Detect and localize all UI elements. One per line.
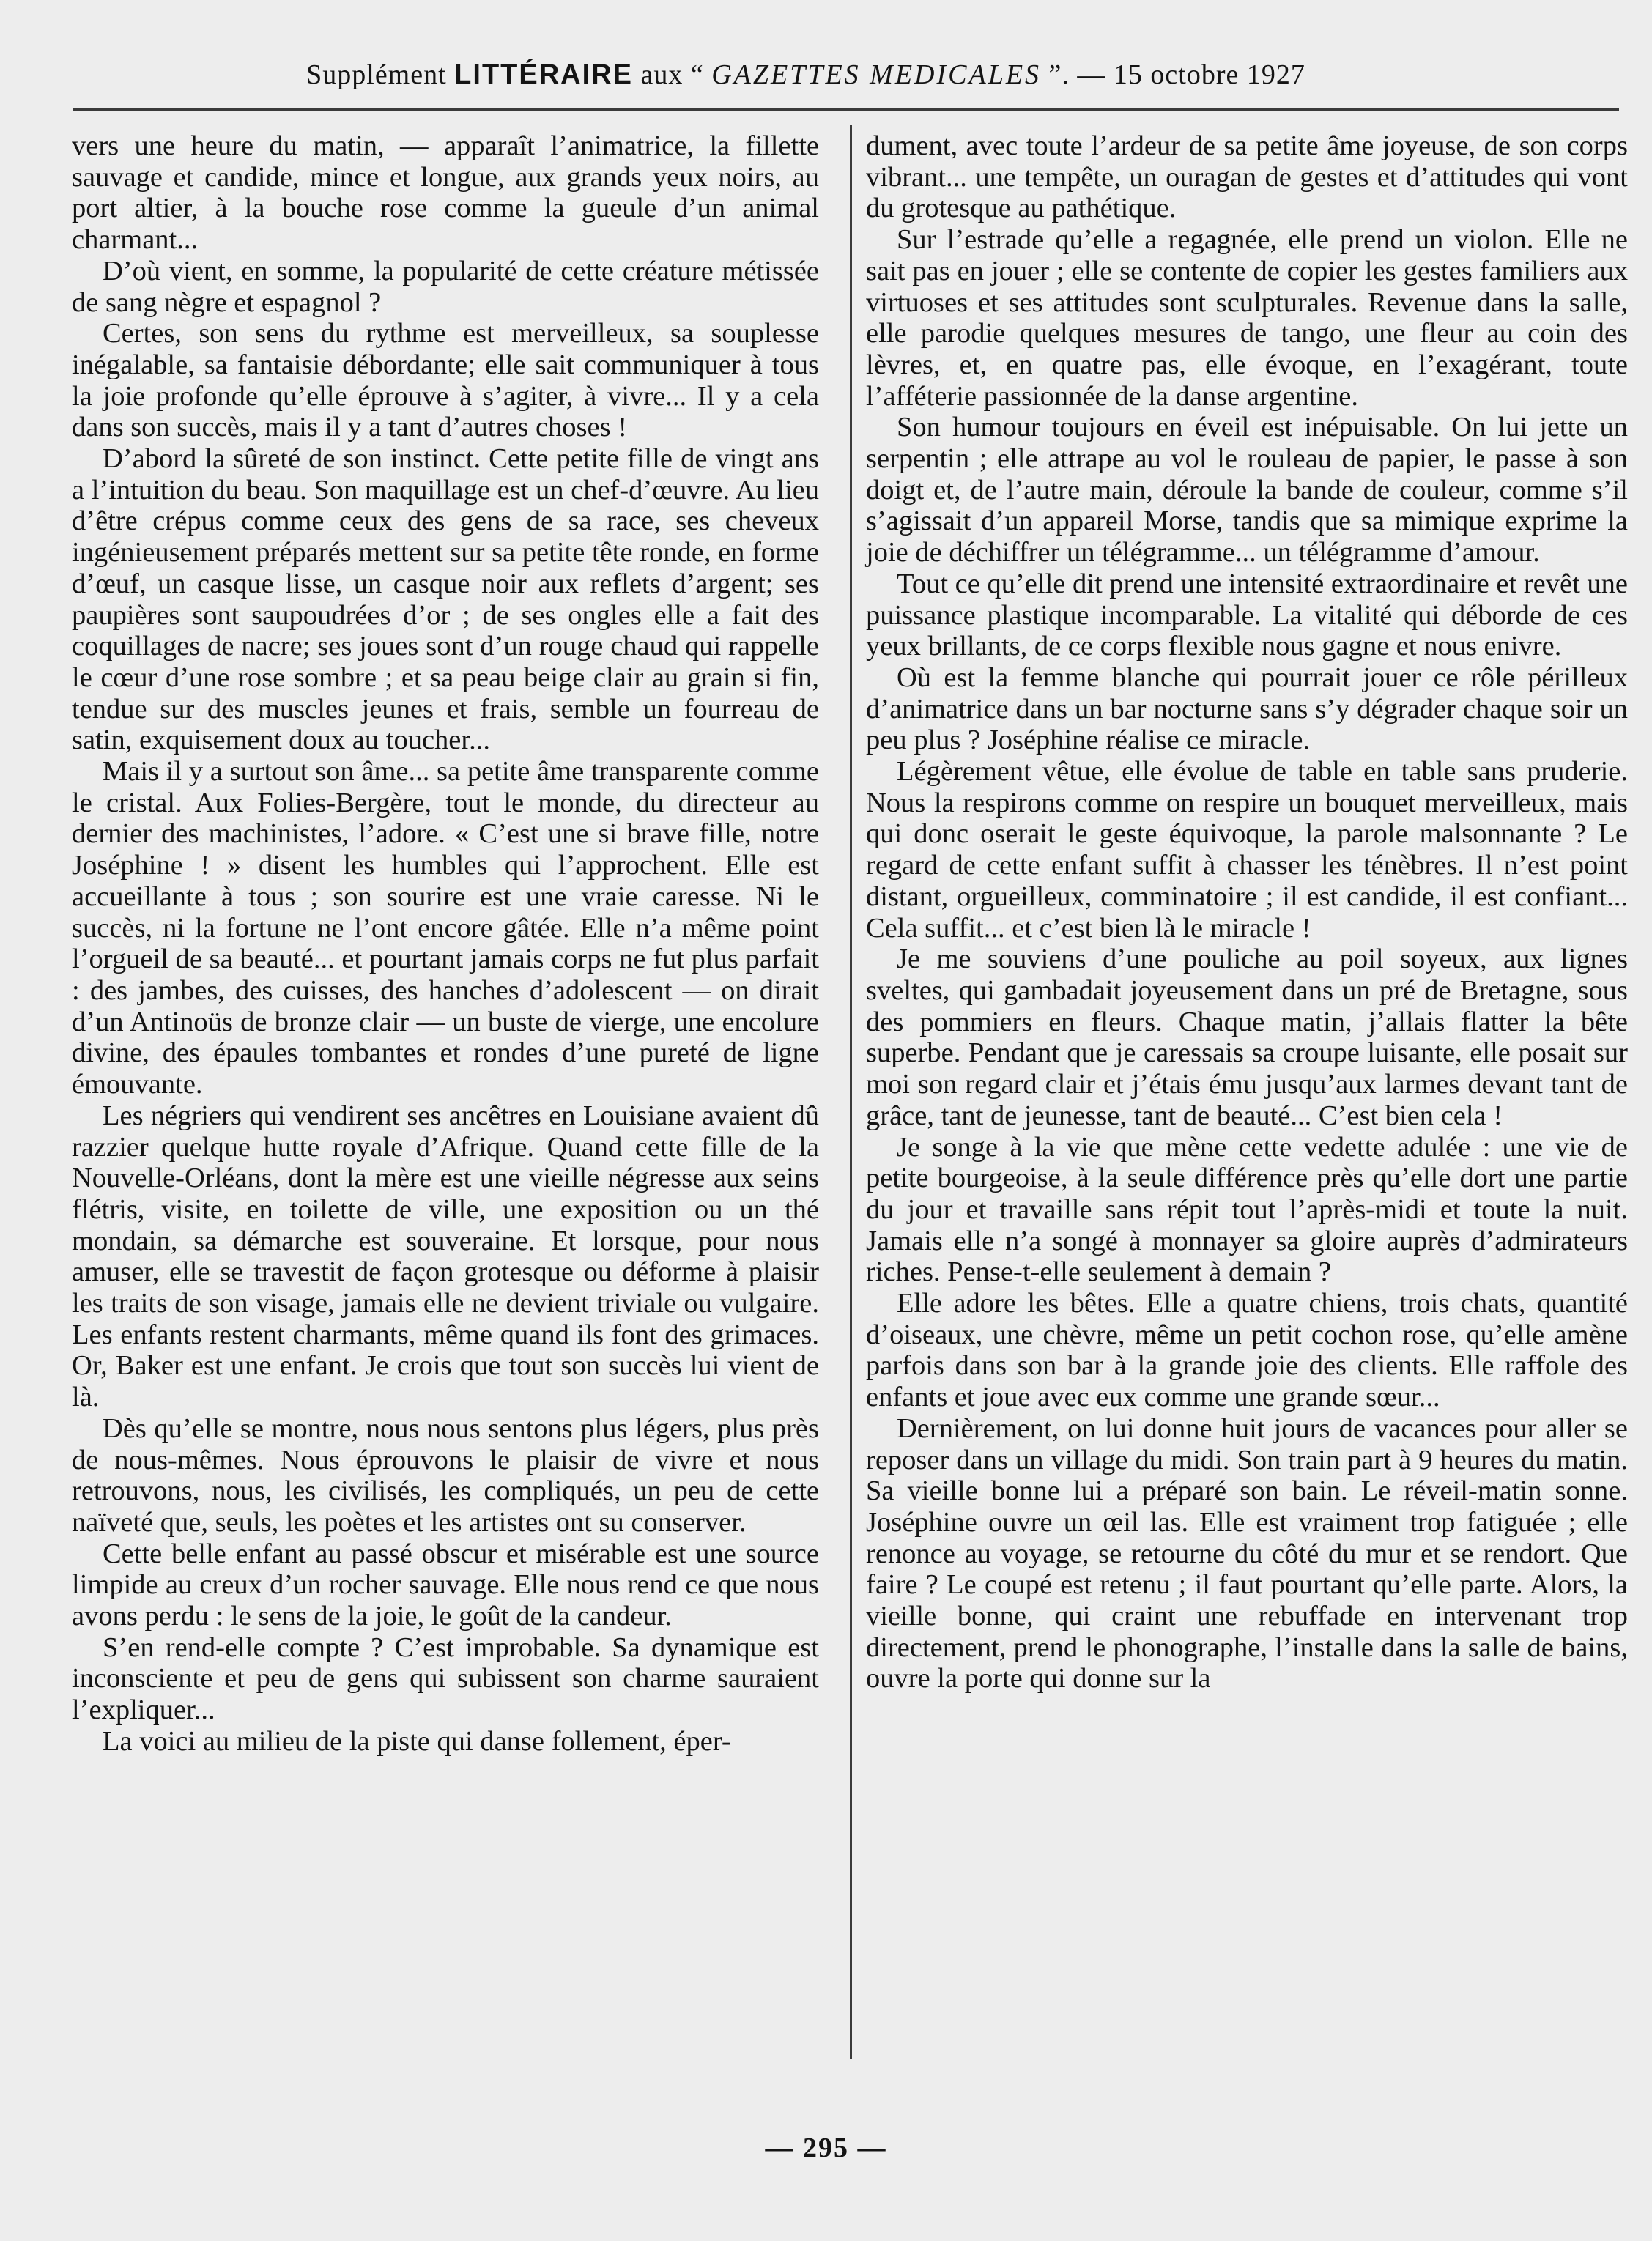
paragraph: vers une heure du matin, — apparaît l’animatrice, la fillette sauvage et candide, mince et longue, aux grands yeux noirs, au port altier, à la bouche rose comme la gueule d’un animal charmant...: [72, 130, 819, 256]
header-prefix: Supplément: [306, 59, 455, 90]
paragraph: D’abord la sûreté de son instinct. Cette petite fille de vingt ans a l’intuition du beau. Son maquillage est un chef-d’œuvre. Au lieu d’être crépus comme ceux des gens de sa race, ses cheveux ingénieusement préparés mettent sur sa petite tête ronde, en forme d’œuf, un casque lisse, un casque noir aux reflets d’argent; ses paupières sont saupoudrées d’or ; de ses ongles elle a fait des coquillages de nacre; ses joues sont d’un rouge chaud qui rappelle le cœur d’une rose sombre ; et sa peau beige clair au grain si fin, tendue sur des muscles jeunes et frais, semble un fourreau de satin, exquisement doux au toucher...: [72, 443, 820, 756]
column-divider: [850, 125, 852, 2059]
paragraph: Je songe à la vie que mène cette vedette adulée : une vie de petite bourgeoise, à la seule différence près qu’elle dort une partie du jour et travaille sans répit tout l’après-midi et toute la nuit. Jamais elle n’a songé à monnayer sa gloire auprès d’admirateurs riches. Pense-t-elle seulement à demain ?: [866, 1131, 1628, 1288]
paragraph: Sur l’estrade qu’elle a regagnée, elle prend un violon. Elle ne sait pas en jouer ; elle se contente de copier les gestes familiers aux virtuoses et ses attitudes sont sculpturales. Revenue dans la salle, elle parodie quelques mesures de tango, une fleur au coin des lèvres, et, en quatre pas, elle évoque, en l’exagérant, toute l’afféterie passionnée de la danse argentine.: [866, 224, 1628, 412]
header-supplement-title: LITTÉRAIRE: [454, 59, 633, 90]
paragraph: Mais il y a surtout son âme... sa petite âme transparente comme le cristal. Aux Folies-Bergère, tout le monde, du directeur au dernier des machinistes, l’adore. « C’est une si brave fille, notre Joséphine ! » disent les humbles qui l’approchent. Elle est accueillante à tous ; son sourire est une vraie caresse. Ni le succès, ni la fortune ne l’ont encore gâtée. Elle n’a même point l’orgueil de sa beauté... et pourtant jamais corps ne fut plus parfait : des jambes, des cuisses, des hanches d’adolescent — on dirait d’un Antinoüs de bronze clair — un buste de vierge, une encolure divine, des épaules tombantes et rondes d’une pureté de ligne émouvante.: [72, 756, 819, 1100]
paragraph: Je me souviens d’une pouliche au poil soyeux, aux lignes sveltes, qui gambadait joyeusement dans un pré de Bretagne, sous des pommiers en fleurs. Chaque matin, j’allais flatter la bête superbe. Pendant que je caressais sa croupe luisante, elle posait sur moi son regard clair et j’étais ému jusqu’aux larmes devant tant de grâce, tant de jeunesse, tant de beauté... C’est bien cela !: [866, 944, 1628, 1131]
header-mid: aux “: [632, 59, 712, 90]
left-column: [72, 130, 819, 1757]
paragraph: Dès qu’elle se montre, nous nous sentons plus légers, plus près de nous-mêmes. Nous éprouvons le plaisir de vivre et nous retrouvons, nous, les civilisés, les compliqués, un peu de cette naïveté que, seuls, les poètes et les artistes ont su conserver.: [72, 1412, 819, 1538]
paragraph: Cette belle enfant au passé obscur et misérable est une source limpide au creux d’un rocher sauvage. Elle nous rend ce que nous avons perdu : le sens de la joie, le goût de la candeur.: [72, 1538, 819, 1632]
paragraph: S’en rend-elle compte ? C’est improbable. Sa dynamique est inconsciente et peu de gens qui subissent son charme sauraient l’expliquer...: [72, 1631, 819, 1726]
paragraph: Certes, son sens du rythme est merveilleux, sa souplesse inégalable, sa fantaisie débordante; elle sait communiquer à tous la joie profonde qu’elle éprouve à s’agiter, à vivre... Il y a cela dans son succès, mais il y a tant d’autres choses !: [72, 318, 819, 443]
page-number: — 295 —: [765, 2133, 887, 2163]
paragraph: Son humour toujours en éveil est inépuisable. On lui jette un serpentin ; elle attrape au vol le rouleau de papier, le passe à son doigt et, de l’autre main, déroule la bande de couleur, comme s’il s’agissait d’un appareil Morse, tandis que sa mimique exprime la joie de déchiffrer un télégramme... un télégramme d’amour.: [866, 412, 1628, 568]
paragraph: Les négriers qui vendirent ses ancêtres en Louisiane avaient dû razzier quelque hutte royale d’Afrique. Quand cette fille de la Nouvelle-Orléans, dont la mère est une vieille négresse aux seins flétris, visite, en toilette de ville, une exposition ou un thé mondain, sa démarche est souveraine. Et lorsque, pour nous amuser, elle se travestit de façon grotesque ou déforme à plaisir les traits de son visage, jamais elle ne devient triviale ou vulgaire. Les enfants restent charmants, même quand ils font des grimaces. Or, Baker est une enfant. Je crois que tout son succès lui vient de là.: [72, 1100, 819, 1413]
paragraph: La voici au milieu de la piste qui danse follement, éper-: [103, 1725, 731, 1757]
paragraph: Dernièrement, on lui donne huit jours de vacances pour aller se reposer dans un village du midi. Son train part à 9 heures du matin. Sa vieille bonne lui a préparé son bain. Le réveil-matin sonne. Joséphine ouvre un œil las. Elle est vraiment trop fatiguée ; elle renonce au voyage, se retourne du côté du mur et se rendort. Que faire ? Le coupé est retenu ; il faut pourtant qu’elle parte. Alors, la vieille bonne, qui craint une rebuffade en intervenant trop directement, prend le phonographe, l’installe dans la salle de bains, ouvre la porte qui donne sur la: [866, 1412, 1628, 1694]
header-date: ”. — 15 octobre 1927: [1041, 59, 1305, 90]
paragraph: Où est la femme blanche qui pourrait jouer ce rôle périlleux d’animatrice dans un bar nocturne sans s’y dégrader chaque soir un peu plus ? Joséphine réalise ce miracle.: [866, 662, 1628, 756]
paragraph: Légèrement vêtue, elle évolue de table en table sans pruderie. Nous la respirons comme on respire un bouquet merveilleux, mais qui donc oserait le geste équivoque, la parole malsonnante ? Le regard de cette enfant suffit à chasser les ténèbres. Il n’est point distant, orgueilleux, comminatoire ; il est candide, il est confiant... Cela suffit... et c’est bien là le miracle !: [866, 756, 1628, 944]
page-header: [176, 59, 1436, 91]
paragraph: Tout ce qu’elle dit prend une intensité extraordinaire et revêt une puissance plastique incomparable. La vitalité qui déborde de ces yeux brillants, de ce corps flexible nous gagne et nous enivre.: [866, 568, 1628, 662]
paragraph: dument, avec toute l’ardeur de sa petite âme joyeuse, de son corps vibrant... une tempête, un ouragan de gestes et d’attitudes qui vont du grotesque au pathétique.: [866, 130, 1628, 224]
paragraph: Elle adore les bêtes. Elle a quatre chiens, trois chats, quantité d’oiseaux, une chèvre, même un petit cochon rose, qu’elle amène parfois dans son bar à la grande joie des clients. Elle raffole des enfants et joue avec eux comme une grande sœur...: [866, 1288, 1628, 1413]
paragraph: D’où vient, en somme, la popularité de cette créature métissée de sang nègre et espagnol ?: [72, 255, 819, 318]
header-rule: [73, 108, 1619, 111]
right-column: [866, 130, 1628, 1694]
header-publication-name: GAZETTES MEDICALES: [711, 59, 1042, 90]
